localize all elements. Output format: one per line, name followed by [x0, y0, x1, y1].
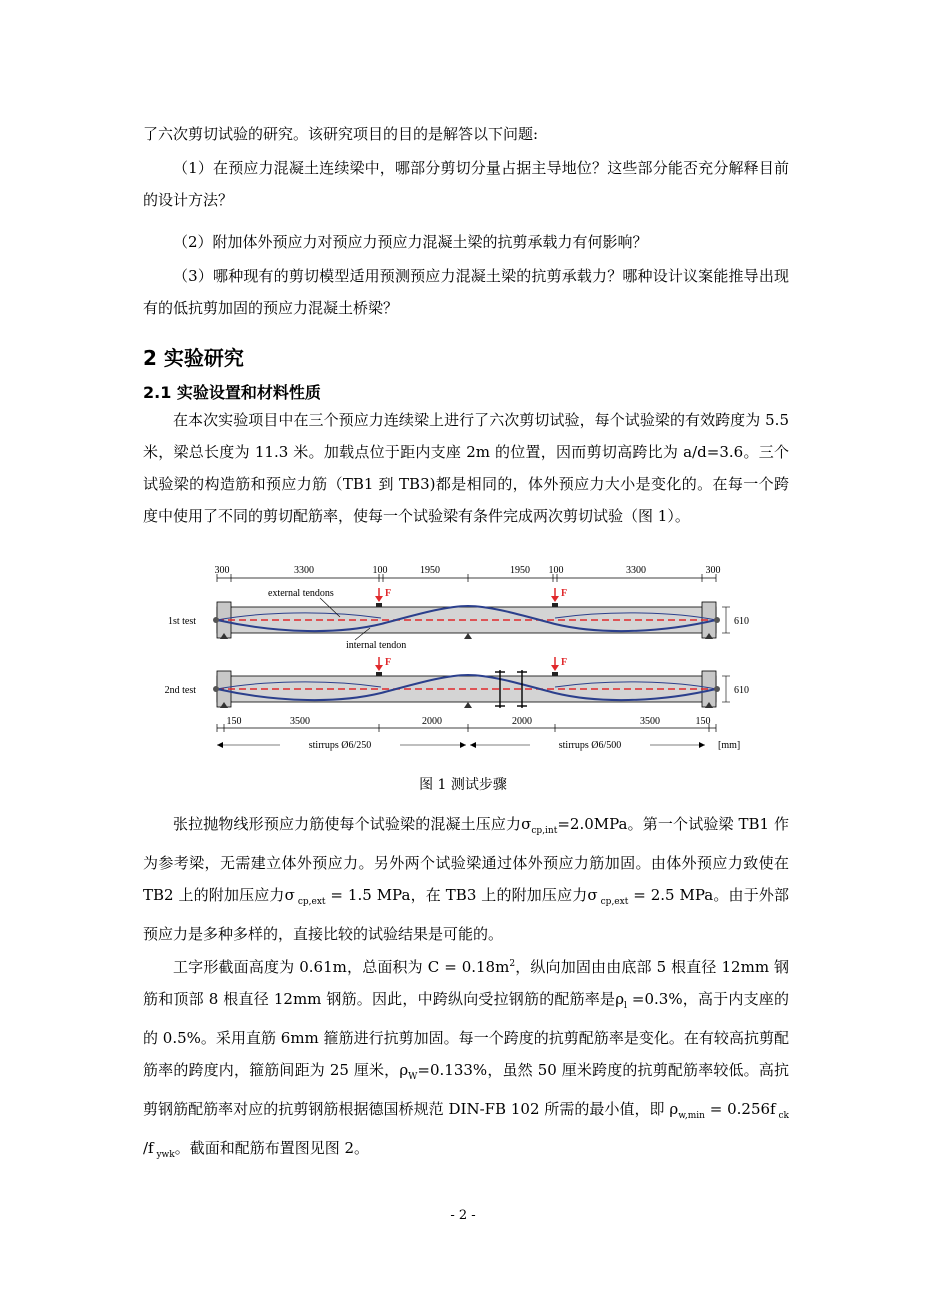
- paragraph-prestress: 张拉抛物线形预应力筋使每个试验梁的混凝土压应力$\sigma_{cp,int}=2.0MPa$。第一个试验梁 TB1 作为参考梁，无需建立体外预应力。另外两个试验梁通过体外预应力筋加固。由体外预应力致使在 TB2 上的附加压应力σ $_{cp,ext}$ = 1.5 MPa，在 TB3 上的附加压应力σ $_{cp,ext}$ = 2.5 MPa。由于外部预应力是多种多样的，直接比较的试验结果是可能的。: [143, 815, 790, 943]
- test1-loads: [375, 588, 559, 607]
- top-dim-label: 1950: [420, 565, 440, 576]
- subsection-title: 2.1 实验设置和材料性质: [143, 383, 321, 402]
- test2-load-label: F: [385, 657, 392, 668]
- test1-supports: [220, 633, 713, 639]
- test2-label: 2nd test: [164, 685, 196, 696]
- test2-height-label: 610: [734, 685, 749, 696]
- test2-load-label: F: [561, 657, 568, 668]
- bottom-dim-label: 3500: [290, 716, 310, 727]
- figure-caption: 图 1 测试步骤: [419, 777, 507, 793]
- bottom-dim-label: 2000: [512, 716, 532, 727]
- test1-height-label: 610: [734, 616, 749, 627]
- test2-loads: [375, 657, 559, 676]
- stirrups-left-label: stirrups Ø6/250: [308, 740, 372, 751]
- test2-anchor-left: [213, 686, 219, 692]
- test-setup-figure: [150, 560, 770, 760]
- top-dim-label: 3300: [626, 565, 646, 576]
- top-dim-label: 300: [214, 565, 230, 576]
- test1-anchor-left: [213, 617, 219, 623]
- question-1: （1）在预应力混凝土连续梁中，哪部分剪切分量占据主导地位？这些部分能否充分解释目前的设计方法？: [143, 159, 789, 209]
- paragraph-section-reinforcement: 工字形截面高度为 0.61m，总面积为 $C = 0.18m^2$，纵向加固由由底部 5 根直径 12mm 钢筋和顶部 8 根直径 12mm 钢筋。因此，中跨纵向受拉钢筋的配筋率是$\rho_l =0.3\%$，高于内支座的的 0.5%。采用直筋 6mm 箍筋进行抗剪加固。每一个跨度的抗剪配筋率是变化。在有较高抗剪配筋率的跨度内，箍筋间距为 25 厘米，$\rho_W=0.133\%$，虽然 50 厘米跨度的抗剪配筋率较低。高抗剪钢筋配筋率对应的抗剪钢筋根据德国桥规范 DIN-FB 102 所需的最小值，即 $\rho_{w,min} = 0.256f$ $_{ck}$ /f $_{ywk}$。截面和配筋布置图见图 2。: [143, 958, 789, 1160]
- stirrups-right-label: stirrups Ø6/500: [558, 740, 622, 751]
- top-dim-label: 1950: [510, 565, 530, 576]
- internal-tendon-label: internal tendon: [346, 640, 407, 651]
- bottom-dim-label: 3500: [640, 716, 660, 727]
- test1-label: 1st test: [167, 616, 196, 627]
- external-tendons-label: external tendons: [268, 588, 334, 599]
- section-title: 2 实验研究: [143, 346, 244, 370]
- bottom-dim-label: 2000: [422, 716, 442, 727]
- test1-load-label: F: [385, 588, 392, 599]
- paragraph-setup: 在本次实验项目中在三个预应力连续梁上进行了六次剪切试验，每个试验梁的有效跨度为 5.5 米，梁总长度为 11.3 米。加载点位于距内支座 2m 的位置，因而剪切高跨比为 a/d=3.6。三个试验梁的构造筋和预应力筋（TB1 到 TB3)都是相同的，体外预应力大小是变化的。在每一个跨度中使用了不同的剪切配筋率，使每一个试验梁有条件完成两次剪切试验（图 1）。: [143, 411, 789, 525]
- test1-anchor-right: [714, 617, 720, 623]
- top-dim-label: 100: [548, 565, 564, 576]
- question-2: （2）附加体外预应力对预应力预应力混凝土梁的抗剪承载力有何影响？: [173, 233, 648, 251]
- bottom-dim-label: 150: [226, 716, 242, 727]
- test1-load-label: F: [561, 588, 568, 599]
- bottom-dim-label: 150: [695, 716, 711, 727]
- paragraph-intro: 了六次剪切试验的研究。该研究项目的目的是解答以下问题:: [143, 125, 539, 143]
- top-dim-label: 300: [705, 565, 721, 576]
- top-dim-label: 100: [372, 565, 388, 576]
- test2-supports: [220, 702, 713, 708]
- question-3: （3）哪种现有的剪切模型适用预测预应力混凝土梁的抗剪承载力？哪种设计议案能推导出现有的低抗剪加固的预应力混凝土桥梁？: [143, 267, 789, 317]
- unit-label: [mm]: [718, 740, 741, 751]
- test2-anchor-right: [714, 686, 720, 692]
- top-dim-label: 3300: [294, 565, 314, 576]
- page-number: - 2 -: [450, 1208, 476, 1223]
